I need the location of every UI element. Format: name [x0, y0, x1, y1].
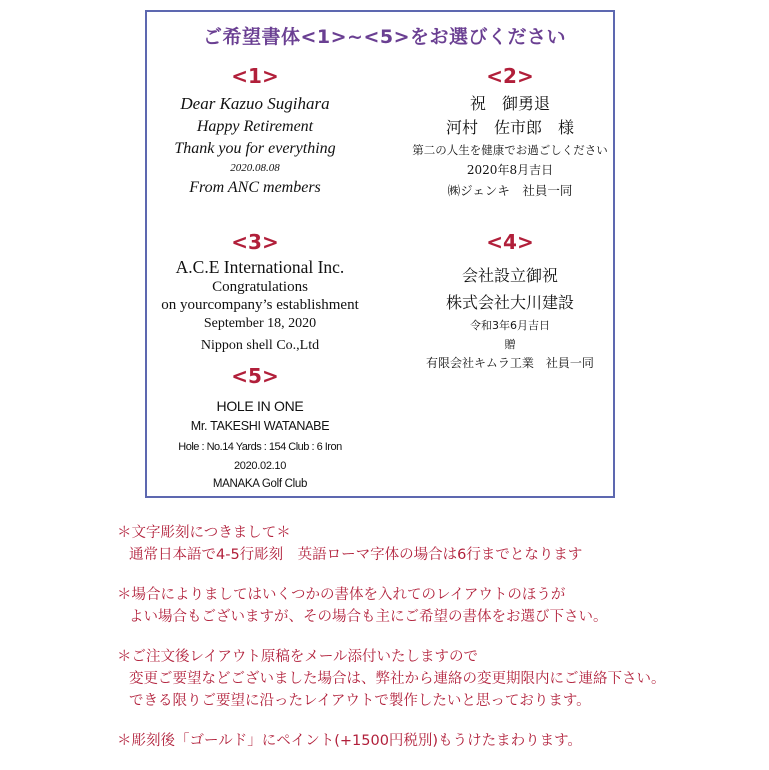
sample-4-line-4: 贈: [504, 338, 516, 351]
sample-4-line-1: 会社設立御祝: [461, 266, 558, 285]
note-group-4: [117, 730, 757, 752]
sample-1-line-4: 2020.08.08: [230, 162, 280, 174]
note-2-line-1: ＊場合によりましてはいくつかの書体を入れてのレイアウトのほうが: [117, 587, 566, 603]
sample-1-line-5: From ANC members: [189, 179, 321, 196]
engraving-notes: [117, 522, 757, 770]
note-3-line-1: ＊ご注文後レイアウト原稿をメール添付いたしますので: [117, 649, 479, 665]
sample-1-line-1: Dear Kazuo Sugihara: [180, 94, 330, 113]
sample-5-line-5: MANAKA Golf Club: [212, 478, 308, 490]
heading-text: ご希望書体<1>~<5>をお選びください: [202, 26, 567, 48]
sample-5-number: <5>: [231, 364, 279, 388]
sample-1-line-2: Happy Retirement: [196, 118, 314, 135]
sample-2-line-2: 河村 佐市郎 様: [445, 118, 574, 137]
sample-3-line-4: September 18, 2020: [203, 316, 317, 331]
sample-3-line-1: A.C.E International Inc.: [175, 257, 345, 277]
sample-2-line-3: 第二の人生を健康でお過ごしください: [412, 143, 608, 157]
note-1-line-2: 通常日本語で4-5行彫刻 英語ローマ字体の場合は6行までとなります: [129, 547, 583, 563]
sample-4-line-2: 株式会社大川建設: [445, 293, 574, 312]
sample-4-number: <4>: [486, 230, 534, 254]
sample-2-text: [385, 92, 635, 202]
sample-3-line-3: on yourcompany’s establishment: [161, 297, 359, 313]
note-2-line-2: よい場合もございますが、その場合も主にご希望の書体をお選び下さい。: [129, 609, 608, 625]
page-title: [0, 22, 769, 49]
sample-1-number: <1>: [231, 64, 279, 88]
sample-1-line-3: Thank you for everything: [174, 140, 336, 157]
note-group-2: [117, 584, 757, 628]
note-3-line-3: できる限りご要望に沿ったレイアウトで製作したいと思っております。: [129, 693, 591, 709]
sample-3-text: [150, 255, 370, 358]
sample-5-line-4: 2020.02.10: [233, 460, 287, 472]
note-group-3: [117, 646, 757, 712]
note-3-line-2: 変更ご要望などございました場合は、弊社から連絡の変更期限内にご連絡下さい。: [129, 671, 666, 687]
sample-3-line-5: Nippon shell Co.,Ltd: [200, 338, 320, 353]
sample-2-number: <2>: [486, 64, 534, 88]
sample-2-line-5: ㈱ジェンキ 社員一同: [447, 183, 573, 198]
note-1-line-1: ＊文字彫刻につきまして＊: [117, 525, 291, 541]
sample-2-line-1: 祝 御勇退: [469, 94, 550, 113]
sample-5-line-3: Hole : No.14 Yards : 154 Club : 6 Iron: [178, 441, 342, 453]
sample-5-line-2: Mr. TAKESHI WATANABE: [190, 419, 330, 433]
sample-3-line-2: Congratulations: [212, 279, 308, 295]
sample-1-text: [150, 92, 360, 199]
sample-4-line-3: 令和3年6月吉日: [470, 319, 550, 332]
sample-4-text: [385, 262, 635, 372]
sample-4-line-5: 有限会社キムラ工業 社員一同: [426, 356, 594, 370]
sample-5-text: [150, 396, 370, 494]
sample-5-line-1: HOLE IN ONE: [216, 398, 304, 414]
sample-2-line-4: 2020年8月吉日: [466, 163, 554, 177]
note-group-1: [117, 522, 757, 566]
note-4-line-1: ＊彫刻後「ゴールド」にペイント(+1500円税別)もうけたまわります。: [117, 733, 582, 749]
sample-3-number: <3>: [231, 230, 279, 254]
